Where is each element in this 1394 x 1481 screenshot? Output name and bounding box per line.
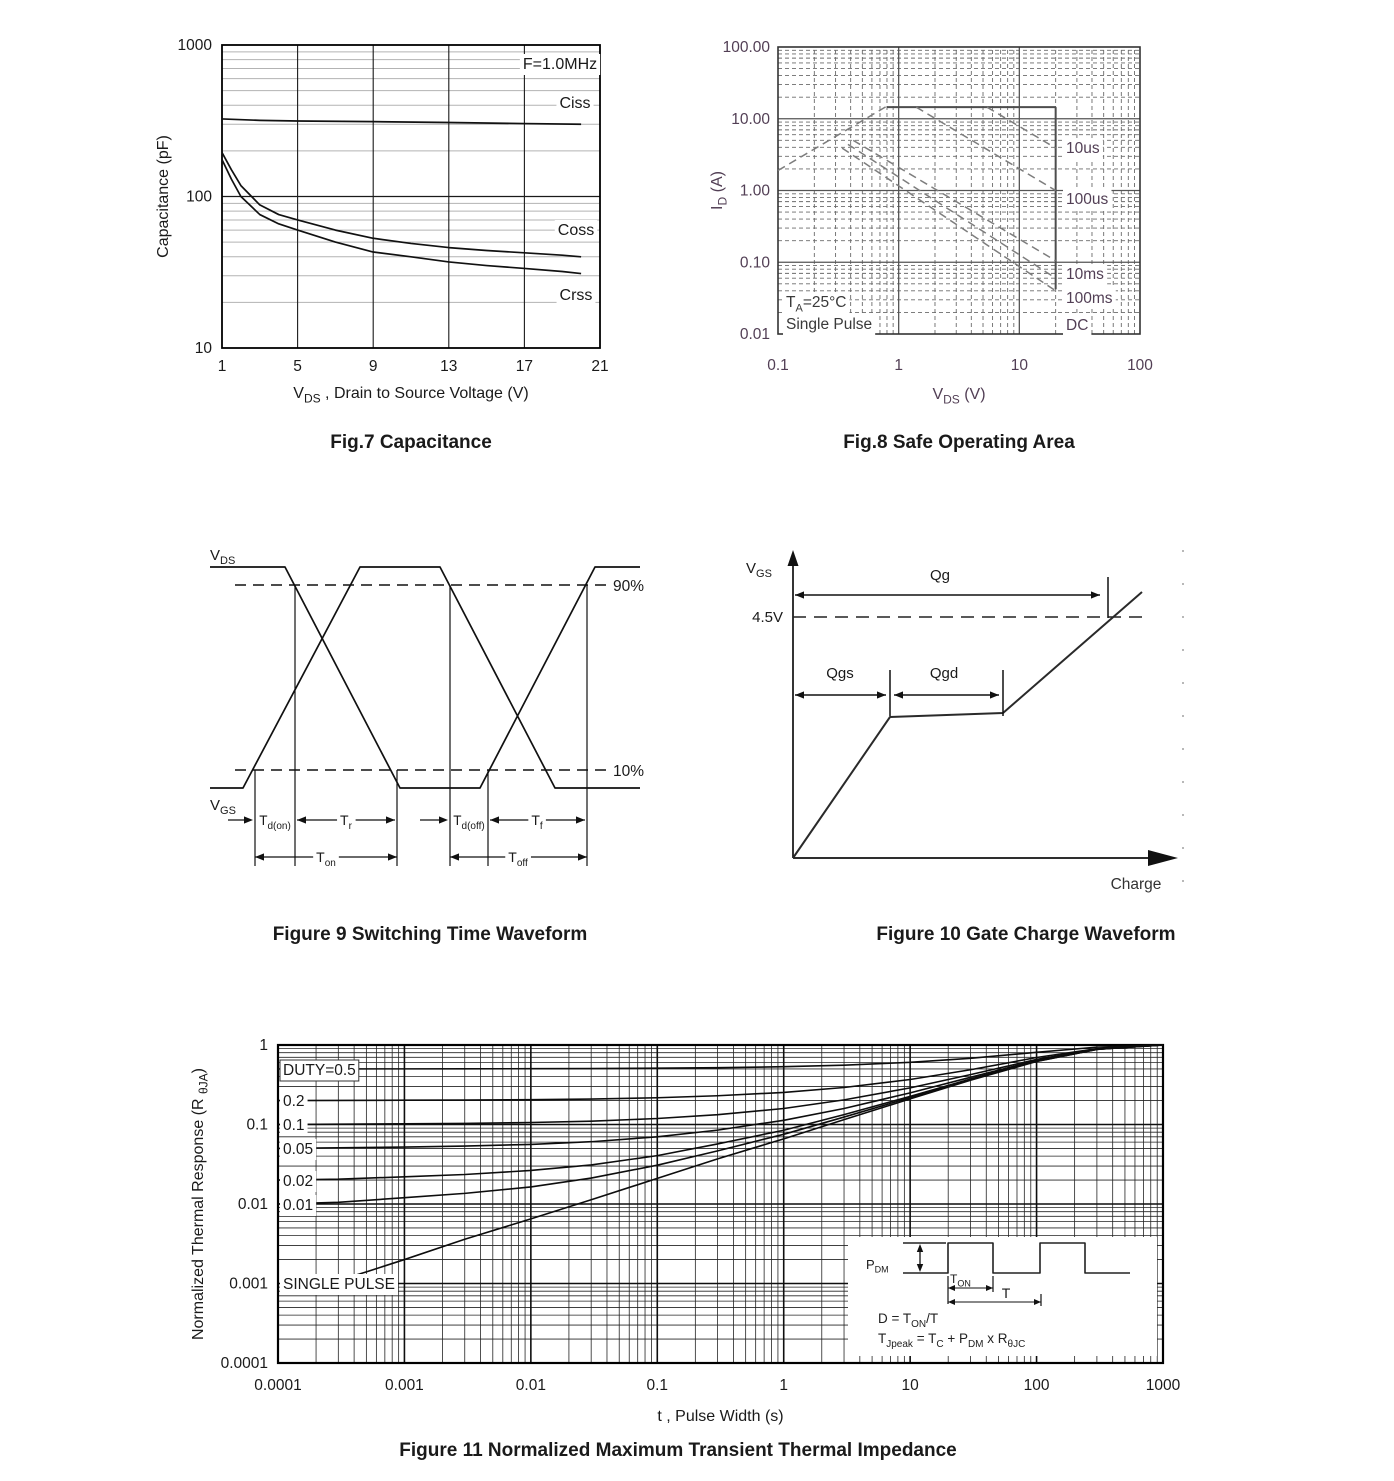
x-tick: 0.1 <box>646 1377 669 1394</box>
label-qgd: Qgd <box>929 665 959 682</box>
y-axis-title: Normalized Thermal Response (R $_{\theta JA}$) <box>190 1067 211 1341</box>
arrowhead-icon <box>255 853 264 860</box>
label-vds: $V_{DS}$ <box>210 547 236 568</box>
fig7-chart <box>155 37 609 405</box>
x-tick: 1 <box>894 357 903 374</box>
x-tick: 10 <box>1010 357 1028 374</box>
label-ton: $T_{on}$ <box>316 849 336 869</box>
arrowhead-icon <box>795 591 804 598</box>
vgs-waveform <box>210 567 640 788</box>
curve-label-coss: Coss <box>557 222 595 239</box>
y-tick: 1.00 <box>739 182 770 200</box>
curve-label-100ms: 100ms <box>1066 290 1113 307</box>
fig9-caption: Figure 9 Switching Time Waveform <box>272 924 588 945</box>
y-tick: 0.001 <box>229 1275 268 1293</box>
fig8-caption: Fig.8 Safe Operating Area <box>843 432 1075 453</box>
curve-100ms <box>848 144 1056 278</box>
y-tick: 0.01 <box>739 326 770 343</box>
label-qgs: Qgs <box>826 665 854 682</box>
y-tick: 1 <box>259 1037 268 1054</box>
label-vgs: $V_{GS}$ <box>210 797 236 818</box>
y-tick: 100 <box>186 188 212 206</box>
y-tick: 10.00 <box>731 110 770 128</box>
x-axis-title: $V_{DS}$ (V) <box>932 386 986 407</box>
curve-label-10us: 10us <box>1066 140 1100 157</box>
x-tick: 1 <box>779 1377 789 1394</box>
label-t: T <box>1001 1285 1011 1301</box>
curve-label-f=1.0mhz: F=1.0MHz <box>522 56 598 73</box>
x-tick: 0.0001 <box>254 1377 302 1394</box>
arrowhead-icon <box>439 816 448 823</box>
arrowhead-icon <box>795 691 804 698</box>
x-axis-title: Charge <box>1110 876 1162 893</box>
curve-label-dc: DC <box>1066 317 1089 334</box>
x-tick: 17 <box>515 358 534 375</box>
x-tick: 0.01 <box>515 1377 546 1394</box>
fig10-diagram <box>746 550 1183 893</box>
arrowhead-icon <box>990 691 999 698</box>
fig11-chart <box>190 1037 1181 1425</box>
arrowhead-icon <box>386 816 395 823</box>
gate-charge-curve <box>793 592 1142 858</box>
x-tick: 1000 <box>1145 1377 1181 1394</box>
curve-label-0.05: 0.05 <box>283 1141 314 1158</box>
x-tick: 13 <box>440 358 458 375</box>
y-axis-title: Capacitance (pF) <box>155 135 172 258</box>
curve-label-100us: 100us <box>1066 191 1109 208</box>
arrowhead-icon <box>1148 850 1178 866</box>
label-tr: $T_r$ <box>340 812 352 832</box>
curve-label-0.1: 0.1 <box>283 1117 305 1134</box>
curve-ciss <box>222 119 581 124</box>
label-qg: Qg <box>929 567 951 584</box>
x-tick: 100 <box>1127 357 1153 374</box>
curve-label-duty-0.5: DUTY=0.5 <box>283 1062 356 1079</box>
x-tick: 10 <box>901 1377 919 1394</box>
annotation: Single Pulse <box>786 316 873 333</box>
curve-label-single-pulse: SINGLE PULSE <box>283 1276 395 1293</box>
curve-label-ciss: Ciss <box>559 95 591 112</box>
label-ton: $T_{ON}$ <box>950 1272 971 1289</box>
formula-duty: $D = T_{ON}/T$ <box>878 1311 939 1330</box>
annotation: $T_A=25^\circ C$ <box>786 294 847 315</box>
arrowhead-icon <box>576 816 585 823</box>
y-tick: 0.10 <box>739 254 770 272</box>
curve-coss <box>222 153 581 257</box>
label-toff: $T_{off}$ <box>508 849 528 869</box>
x-tick: 0.001 <box>385 1377 424 1394</box>
arrowhead-icon <box>1091 591 1100 598</box>
arrowhead-icon <box>490 816 499 823</box>
arrowhead-icon <box>877 691 886 698</box>
curve-label-10ms: 10ms <box>1066 266 1104 283</box>
curve-10us <box>987 107 1056 148</box>
label-pdm: $P_{DM}$ <box>866 1257 889 1275</box>
fig11-inset <box>848 1237 1157 1356</box>
fig9-diagram <box>210 547 644 871</box>
y-axis-title: $I_D$ (A) <box>709 171 730 210</box>
vds-waveform <box>210 567 640 788</box>
level-90: 90% <box>613 578 645 595</box>
arrowhead-icon <box>244 816 253 823</box>
x-tick: 100 <box>1023 1377 1050 1394</box>
arrowhead-icon <box>450 853 459 860</box>
label-4-5v: 4.5V <box>752 609 783 626</box>
curve-label-0.02: 0.02 <box>283 1173 314 1190</box>
fig11-caption: Figure 11 Normalized Maximum Transient Thermal Impedance <box>399 1440 957 1461</box>
y-tick: 10 <box>194 340 212 357</box>
arrowhead-icon <box>894 691 903 698</box>
label-td-off: $T_{d(off)}$ <box>453 813 485 832</box>
formula-tjpeak: $T_{Jpeak} = T_C + P_{DM}$ x $R_{\theta JC}$ <box>878 1331 1026 1350</box>
fig8-chart <box>709 39 1153 406</box>
x-tick: 0.1 <box>767 357 789 374</box>
y-tick: 0.0001 <box>220 1355 268 1372</box>
curve-label-0.01: 0.01 <box>283 1197 314 1214</box>
arrowhead-icon <box>788 550 799 566</box>
arrowhead-icon <box>297 816 306 823</box>
fig10-caption: Figure 10 Gate Charge Waveform <box>876 924 1176 945</box>
x-tick: 1 <box>217 358 227 375</box>
curve-rdson-limit <box>778 106 887 170</box>
y-tick: 0.01 <box>237 1196 268 1213</box>
x-tick: 9 <box>368 358 378 375</box>
level-10: 10% <box>613 763 645 780</box>
curve-duty-0.02 <box>278 1045 1163 1180</box>
curve-label-crss: Crss <box>559 287 593 304</box>
curve-10ms <box>853 140 1055 260</box>
curve-100us <box>916 107 1055 190</box>
x-axis-title: t , Pulse Width (s) <box>657 1408 784 1425</box>
arrowhead-icon <box>578 853 587 860</box>
x-axis-title: $V_{DS}$ , Drain to Source Voltage (V) <box>293 385 529 406</box>
label-td-on: $T_{d(on)}$ <box>259 813 291 832</box>
y-tick: 1000 <box>177 37 212 54</box>
arrowhead-icon <box>388 853 397 860</box>
label-vgs: $V_{GS}$ <box>746 560 772 581</box>
x-tick: 5 <box>293 358 302 375</box>
label-tf: $T_f$ <box>531 812 543 832</box>
x-tick: 21 <box>591 358 609 375</box>
fig7-caption: Fig.7 Capacitance <box>330 432 492 453</box>
y-tick: 100.00 <box>722 39 770 56</box>
y-tick: 0.1 <box>246 1116 268 1134</box>
curve-label-0.2: 0.2 <box>283 1093 305 1110</box>
